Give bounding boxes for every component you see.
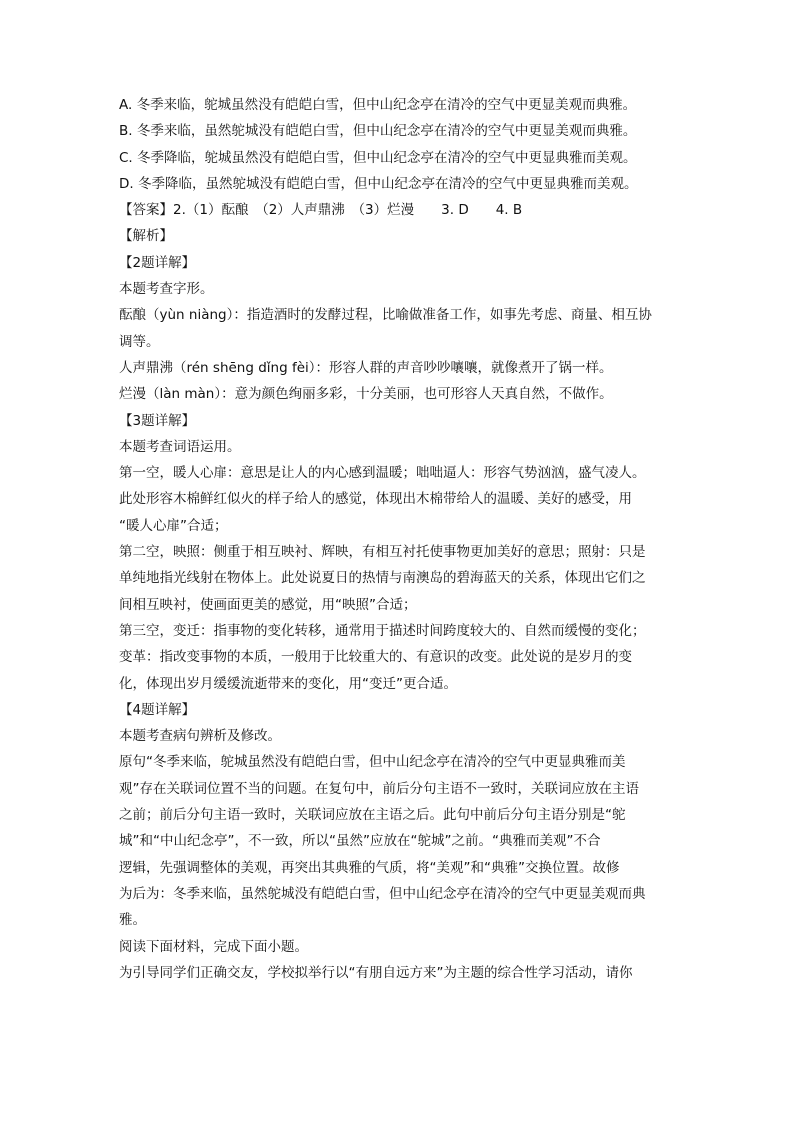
document-page (119, 92, 675, 986)
q4-line: 之前；前后分句主语一致时，关联词应放在主语之后。此句中前后分句主语分别是“鸵 (119, 807, 626, 824)
q3-line: 化，体现出岁月缓缓流逝带来的变化，用“变迁”更合适。 (119, 675, 457, 692)
option-c: C. 冬季降临，鸵城虽然没有皑皑白雪，但中山纪念亭在清冷的空气中更显典雅而美观。 (119, 149, 637, 166)
q4-line: 原句“冬季来临，鸵城虽然没有皑皑白雪，但中山纪念亭在清冷的空气中更显典雅而美 (119, 754, 626, 771)
q4-line: 雅。 (119, 912, 146, 929)
closing-line: 为引导同学们正确交友，学校拟举行以“有朋自远方来”为主题的综合性学习活动，请你 (119, 964, 633, 981)
q2-heading: 【2题详解】 (119, 254, 196, 271)
q3-line: 第一空，暖人心扉：意思是让人的内心感到温暖；咄咄逼人：形容气势汹汹，盛气凌人。 (119, 465, 646, 482)
q4-line: 为后为：冬季来临，虽然鸵城没有皑皑白雪，但中山纪念亭在清冷的空气中更显美观而典 (119, 885, 646, 902)
q2-line: 调等。 (119, 333, 160, 350)
q2-line: 烂漫（làn màn）：意为颜色绚丽多彩，十分美丽，也可形容人天真自然，不做作。 (119, 386, 613, 403)
option-b: B. 冬季来临，虽然鸵城没有皑皑白雪，但中山纪念亭在清冷的空气中更显美观而典雅。 (119, 123, 637, 140)
q3-heading: 【3题详解】 (119, 412, 196, 429)
q3-line: “暖人心扉”合适； (119, 517, 228, 534)
q3-line: 变革：指改变事物的本质，一般用于比较重大的、有意识的改变。此处说的是岁月的变 (119, 649, 632, 666)
q3-line: 单纯地指光线射在物体上。此处说夏日的热情与南澳岛的碧海蓝天的关系，体现出它们之 (119, 570, 646, 587)
option-a: A. 冬季来临，鸵城虽然没有皑皑白雪，但中山纪念亭在清冷的空气中更显美观而典雅。 (119, 97, 637, 113)
q2-line: 本题考查字形。 (119, 281, 214, 298)
q2-line: 人声鼎沸（rén shēng dǐng fèi）：形容人群的声音吵吵嚷嚷，就像煮开了锅一样。 (119, 359, 613, 376)
q4-heading: 【4题详解】 (119, 701, 196, 718)
q4-line: 观”存在关联词位置不当的问题。在复句中，前后分句主语不一致时，关联词应放在主语 (119, 780, 639, 797)
closing-line: 阅读下面材料，完成下面小题。 (119, 938, 308, 955)
q4-line: 逻辑，先强调整体的美观，再突出其典雅的气质，将“美观”和“典雅”交换位置。故修 (119, 859, 620, 876)
q2-line: 酝酿（yùn niàng）：指造酒时的发酵过程，比喻做准备工作，如事先考虑、商量、相互协 (119, 307, 652, 324)
q3-line: 间相互映衬，使画面更美的感觉，用“映照”合适； (119, 596, 417, 613)
q3-line: 此处形容木棉鲜红似火的样子给人的感觉，体现出木棉带给人的温暖、美好的感受，用 (119, 491, 632, 508)
q4-line: 城”和“中山纪念亭”，不一致，所以“虽然”应放在“鸵城”之前。“典雅而美观”不合 (119, 833, 601, 850)
q3-line: 第二空，映照：侧重于相互映衬、辉映，有相互衬托使事物更加美好的意思；照射：只是 (119, 544, 646, 561)
q4-line: 本题考查病句辨析及修改。 (119, 728, 281, 745)
q3-line: 第三空，变迁：指事物的变化转移，通常用于描述时间跨度较大的、自然而缓慢的变化； (119, 622, 646, 639)
analysis-heading: 【解析】 (119, 228, 173, 245)
answer-line: 【答案】2.（1）酝酿 （2）人声鼎沸 （3）烂漫 3. D 4. B (119, 202, 523, 219)
q3-line: 本题考查词语运用。 (119, 438, 241, 455)
option-d: D. 冬季降临，虽然鸵城没有皑皑白雪，但中山纪念亭在清冷的空气中更显典雅而美观。 (119, 175, 638, 192)
